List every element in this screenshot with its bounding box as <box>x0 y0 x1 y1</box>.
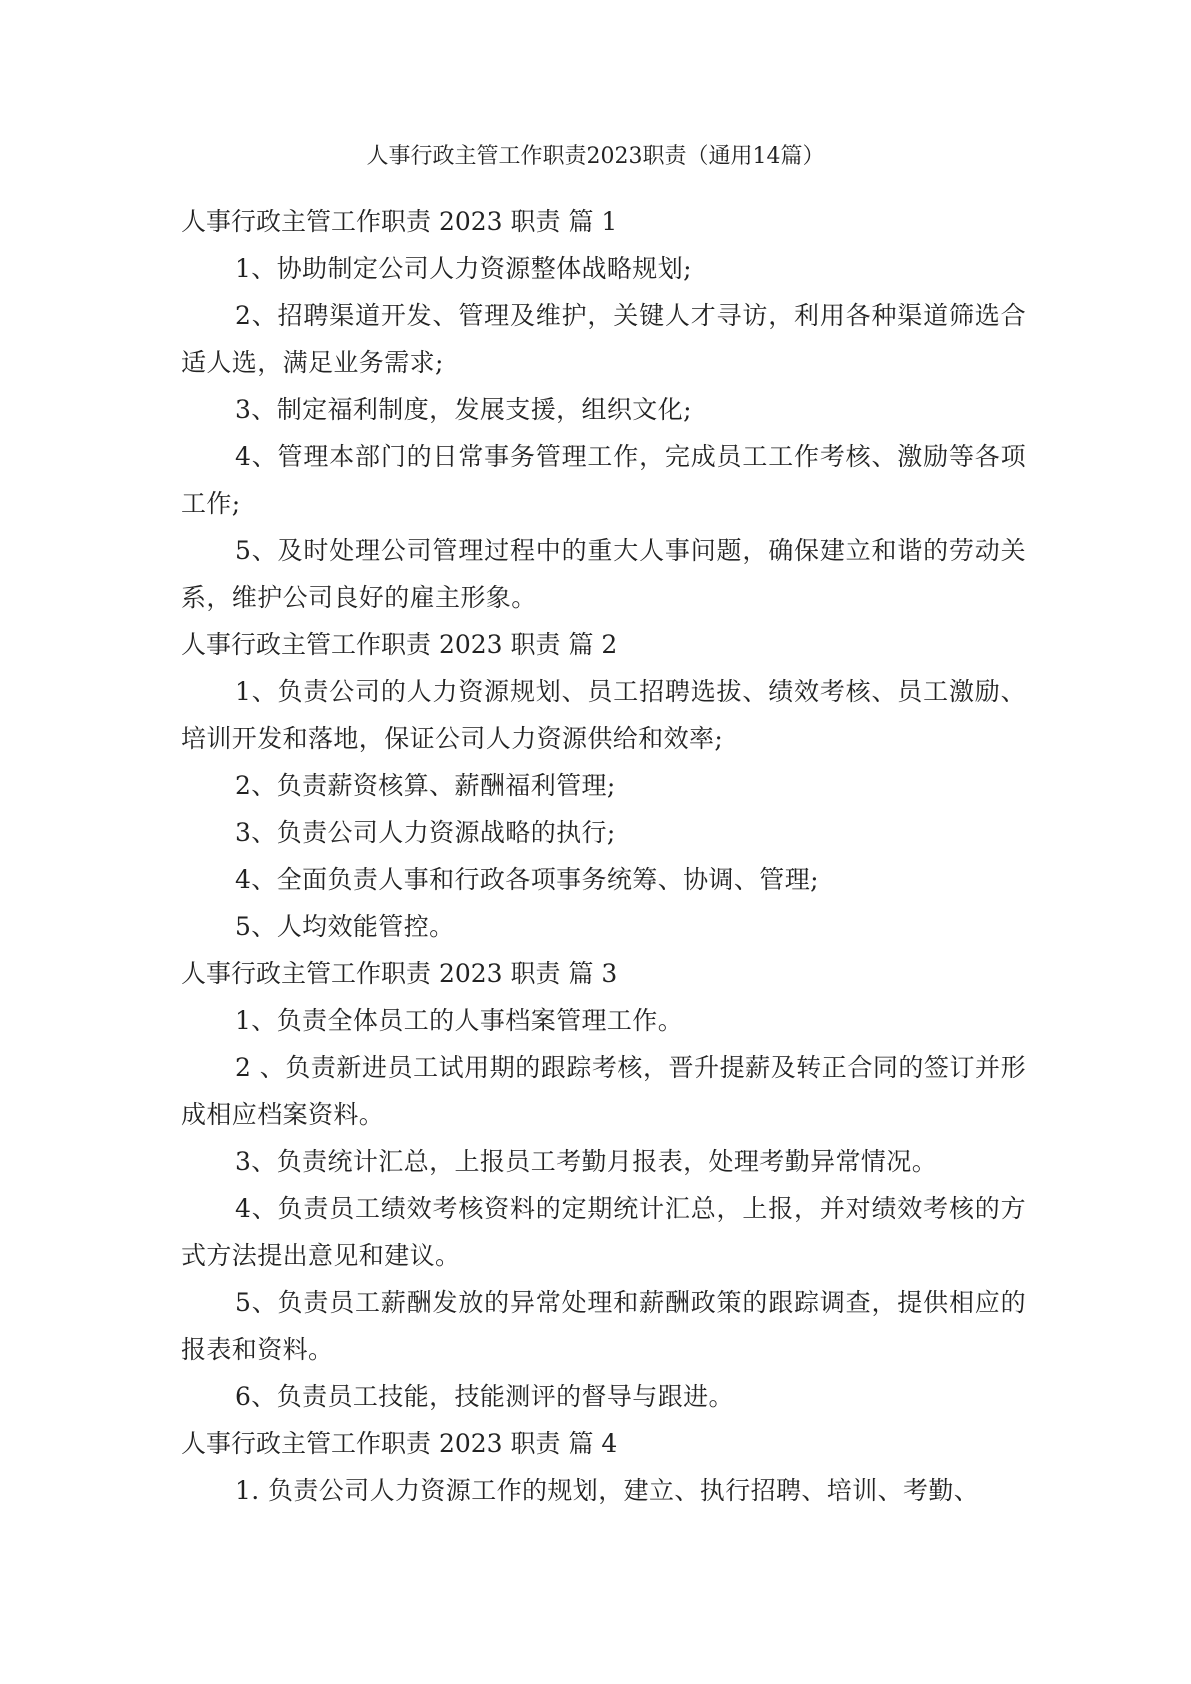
duty-item: 3、制定福利制度，发展支援，组织文化; <box>235 395 692 424</box>
duty-item: 6、负责员工技能，技能测评的督导与跟进。 <box>235 1382 734 1411</box>
section-1 <box>181 198 1026 621</box>
duty-item: 3、负责公司人力资源战略的执行; <box>235 818 616 847</box>
duty-item: 3、负责统计汇总，上报员工考勤月报表，处理考勤异常情况。 <box>235 1147 938 1176</box>
section-4 <box>181 1420 1026 1514</box>
duty-item: 4、全面负责人事和行政各项事务统筹、协调、管理; <box>235 865 819 894</box>
duty-item: 1、负责公司的人力资源规划、员工招聘选拔、绩效考核、员工激励、培训开发和落地，保证公司人力资源供给和效率; <box>181 677 1026 753</box>
section-heading: 人事行政主管工作职责 2023 职责 篇 3 <box>181 959 618 988</box>
duty-item: 1、负责全体员工的人事档案管理工作。 <box>235 1006 684 1035</box>
duty-item: 2、负责薪资核算、薪酬福利管理; <box>235 771 616 800</box>
duty-item: 4、负责员工绩效考核资料的定期统计汇总，上报，并对绩效考核的方式方法提出意见和建议。 <box>181 1194 1026 1270</box>
section-heading: 人事行政主管工作职责 2023 职责 篇 1 <box>181 207 618 236</box>
duty-item: 1、协助制定公司人力资源整体战略规划; <box>235 254 692 283</box>
duty-item: 4、管理本部门的日常事务管理工作，完成员工工作考核、激励等各项工作; <box>181 442 1026 518</box>
duty-item: 2 、负责新进员工试用期的跟踪考核，晋升提薪及转正合同的签订并形成相应档案资料。 <box>181 1053 1026 1129</box>
duty-item: 5、及时处理公司管理过程中的重大人事问题，确保建立和谐的劳动关系，维护公司良好的雇主形象。 <box>181 536 1026 612</box>
section-2 <box>181 621 1026 950</box>
document-body <box>181 198 1026 1514</box>
duty-item: 1. 负责公司人力资源工作的规划，建立、执行招聘、培训、考勤、 <box>235 1476 980 1505</box>
duty-item: 2、招聘渠道开发、管理及维护，关键人才寻访，利用各种渠道筛选合适人选，满足业务需求; <box>181 301 1026 377</box>
section-heading: 人事行政主管工作职责 2023 职责 篇 2 <box>181 630 618 659</box>
section-heading: 人事行政主管工作职责 2023 职责 篇 4 <box>181 1429 618 1458</box>
duty-item: 5、负责员工薪酬发放的异常处理和薪酬政策的跟踪调查，提供相应的报表和资料。 <box>181 1288 1026 1364</box>
section-3 <box>181 950 1026 1420</box>
document-title: 人事行政主管工作职责2023职责（通用14篇） <box>366 144 825 169</box>
duty-item: 5、人均效能管控。 <box>235 912 455 941</box>
